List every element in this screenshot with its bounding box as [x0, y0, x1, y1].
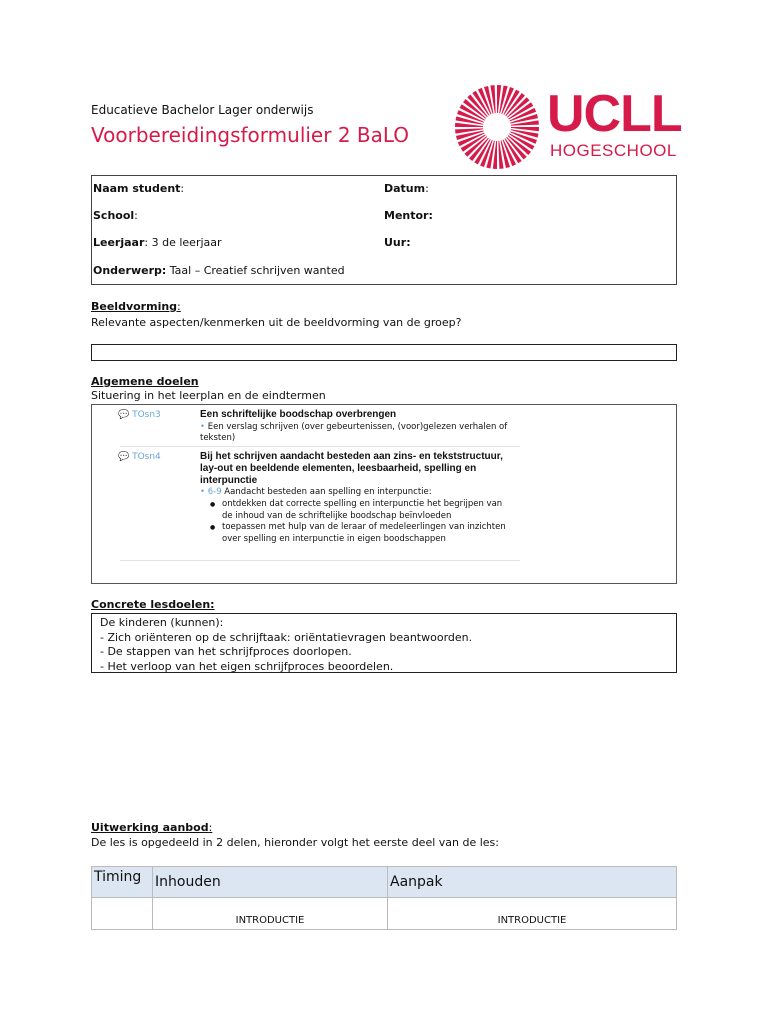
mentor-label: Mentor:	[384, 209, 433, 222]
beeldvorming-colon: :	[177, 300, 181, 313]
mentor-field[interactable]	[384, 209, 433, 222]
algemene-doelen-subtitle: Situering in het leerplan en de eindtermen	[91, 389, 326, 402]
student-info-box	[91, 175, 677, 285]
goal1-title: Een schriftelijke boodschap overbrengen	[200, 409, 397, 420]
goal2-range: • 6-9	[200, 487, 222, 497]
list-item: ● ontdekken dat correcte spelling en interpunctie het begrijpen van de inhoud van de schriftelijke boodschap beïnvloeden	[210, 499, 510, 522]
uitwerking-text: De les is opgedeeld in 2 delen, hieronder volgt het eerste deel van de les:	[91, 836, 499, 849]
uur-label: Uur:	[384, 236, 411, 249]
goal2-title-line3: interpunctie	[200, 475, 258, 486]
document-subtitle: Educatieve Bachelor Lager onderwijs	[91, 103, 314, 117]
goal-separator	[120, 446, 520, 447]
uitwerking-label: Uitwerking aanbod	[91, 821, 209, 834]
datum-value: :	[425, 182, 429, 195]
concrete-line: - Zich oriënteren op de schrijftaak: oriëntatievragen beantwoorden.	[100, 630, 473, 644]
goal-code-tosn3	[118, 410, 161, 420]
school-label: School	[93, 209, 135, 222]
ucll-logo	[449, 84, 682, 170]
document-title: Voorbereidingsformulier 2 BaLO	[91, 123, 410, 147]
beeldvorming-label: Beeldvorming	[91, 300, 178, 313]
naam-field[interactable]	[93, 182, 184, 195]
table-cell[interactable]: INTRODUCTIE	[388, 898, 677, 930]
algemene-doelen-box	[91, 404, 677, 584]
datum-label: Datum	[384, 182, 426, 195]
header-timing: Timing	[92, 867, 153, 898]
uitwerking-colon: :	[208, 821, 213, 834]
aanbod-table	[91, 866, 677, 930]
comment-icon: 💬	[118, 410, 133, 420]
concrete-line: De kinderen (kunnen):	[100, 616, 224, 629]
goal2-range-line	[200, 487, 432, 498]
comment-icon: 💬	[118, 452, 133, 462]
concrete-line: - Het verloop van het eigen schrijfproces beoordelen.	[100, 659, 394, 673]
onderwerp-label: Onderwerp:	[93, 264, 167, 277]
uur-field[interactable]	[384, 236, 411, 249]
beeldvorming-heading	[91, 300, 181, 313]
school-value: :	[134, 209, 138, 222]
goal2-title	[200, 451, 503, 487]
algemene-doelen-heading: Algemene doelen	[91, 375, 199, 388]
onderwerp-field[interactable]	[93, 264, 345, 277]
table-cell[interactable]: INTRODUCTIE	[153, 898, 388, 930]
header-inhouden: Inhouden	[153, 867, 388, 898]
list-item: ● toepassen met hulp van de leraar of medeleerlingen van inzichten over spelling en interpunctie in eigen boodschappen	[210, 522, 510, 545]
beeldvorming-input-box[interactable]	[91, 344, 677, 361]
concrete-line: - De stappen van het schrijfproces doorlopen.	[100, 645, 352, 658]
table-cell[interactable]	[92, 898, 153, 930]
concrete-lesdoelen-heading: Concrete lesdoelen:	[91, 598, 215, 611]
datum-field[interactable]	[384, 182, 429, 195]
goal1-bullet: •	[200, 422, 206, 432]
leerjaar-value: : 3 de leerjaar	[144, 236, 222, 249]
goal1-sub-line1: Een verslag schrijven (over gebeurtenissen, (voor)gelezen verhalen of	[205, 422, 508, 432]
leerjaar-field[interactable]	[93, 236, 222, 249]
goal-separator	[120, 560, 520, 561]
goal-code-text: TOsn3	[132, 410, 161, 420]
table-header-row	[92, 867, 677, 898]
naam-value: :	[180, 182, 185, 195]
onderwerp-value: Taal – Creatief schrijven wanted	[166, 264, 345, 277]
logo-subtitle: HOGESCHOOL	[550, 141, 677, 160]
goal1-subtext	[200, 422, 507, 444]
leerjaar-label: Leerjaar	[93, 236, 145, 249]
school-field[interactable]	[93, 209, 138, 222]
naam-label: Naam student	[93, 182, 181, 195]
goal1-sub-line2: teksten)	[200, 433, 236, 443]
goal2-title-line2: lay-out en beeldende elementen, leesbaarheid, spelling en	[200, 463, 477, 474]
uitwerking-heading	[91, 821, 212, 834]
goal-code-text: TOsn4	[132, 452, 161, 462]
table-row	[92, 898, 677, 930]
goal2-list	[210, 499, 510, 545]
goal2-range-text: Aandacht besteden aan spelling en interpunctie:	[221, 487, 432, 497]
beeldvorming-question: Relevante aspecten/kenmerken uit de beeldvorming van de groep?	[91, 316, 462, 329]
logo-wordmark: UCLL	[547, 85, 682, 143]
header-aanpak: Aanpak	[388, 867, 677, 898]
sunburst-logo-icon	[449, 84, 545, 170]
goal2-title-line1: Bij het schrijven aandacht besteden aan zins- en tekststructuur,	[200, 451, 503, 462]
goal-code-tosn4	[118, 452, 161, 462]
concrete-lesdoelen-box[interactable]	[91, 613, 677, 673]
